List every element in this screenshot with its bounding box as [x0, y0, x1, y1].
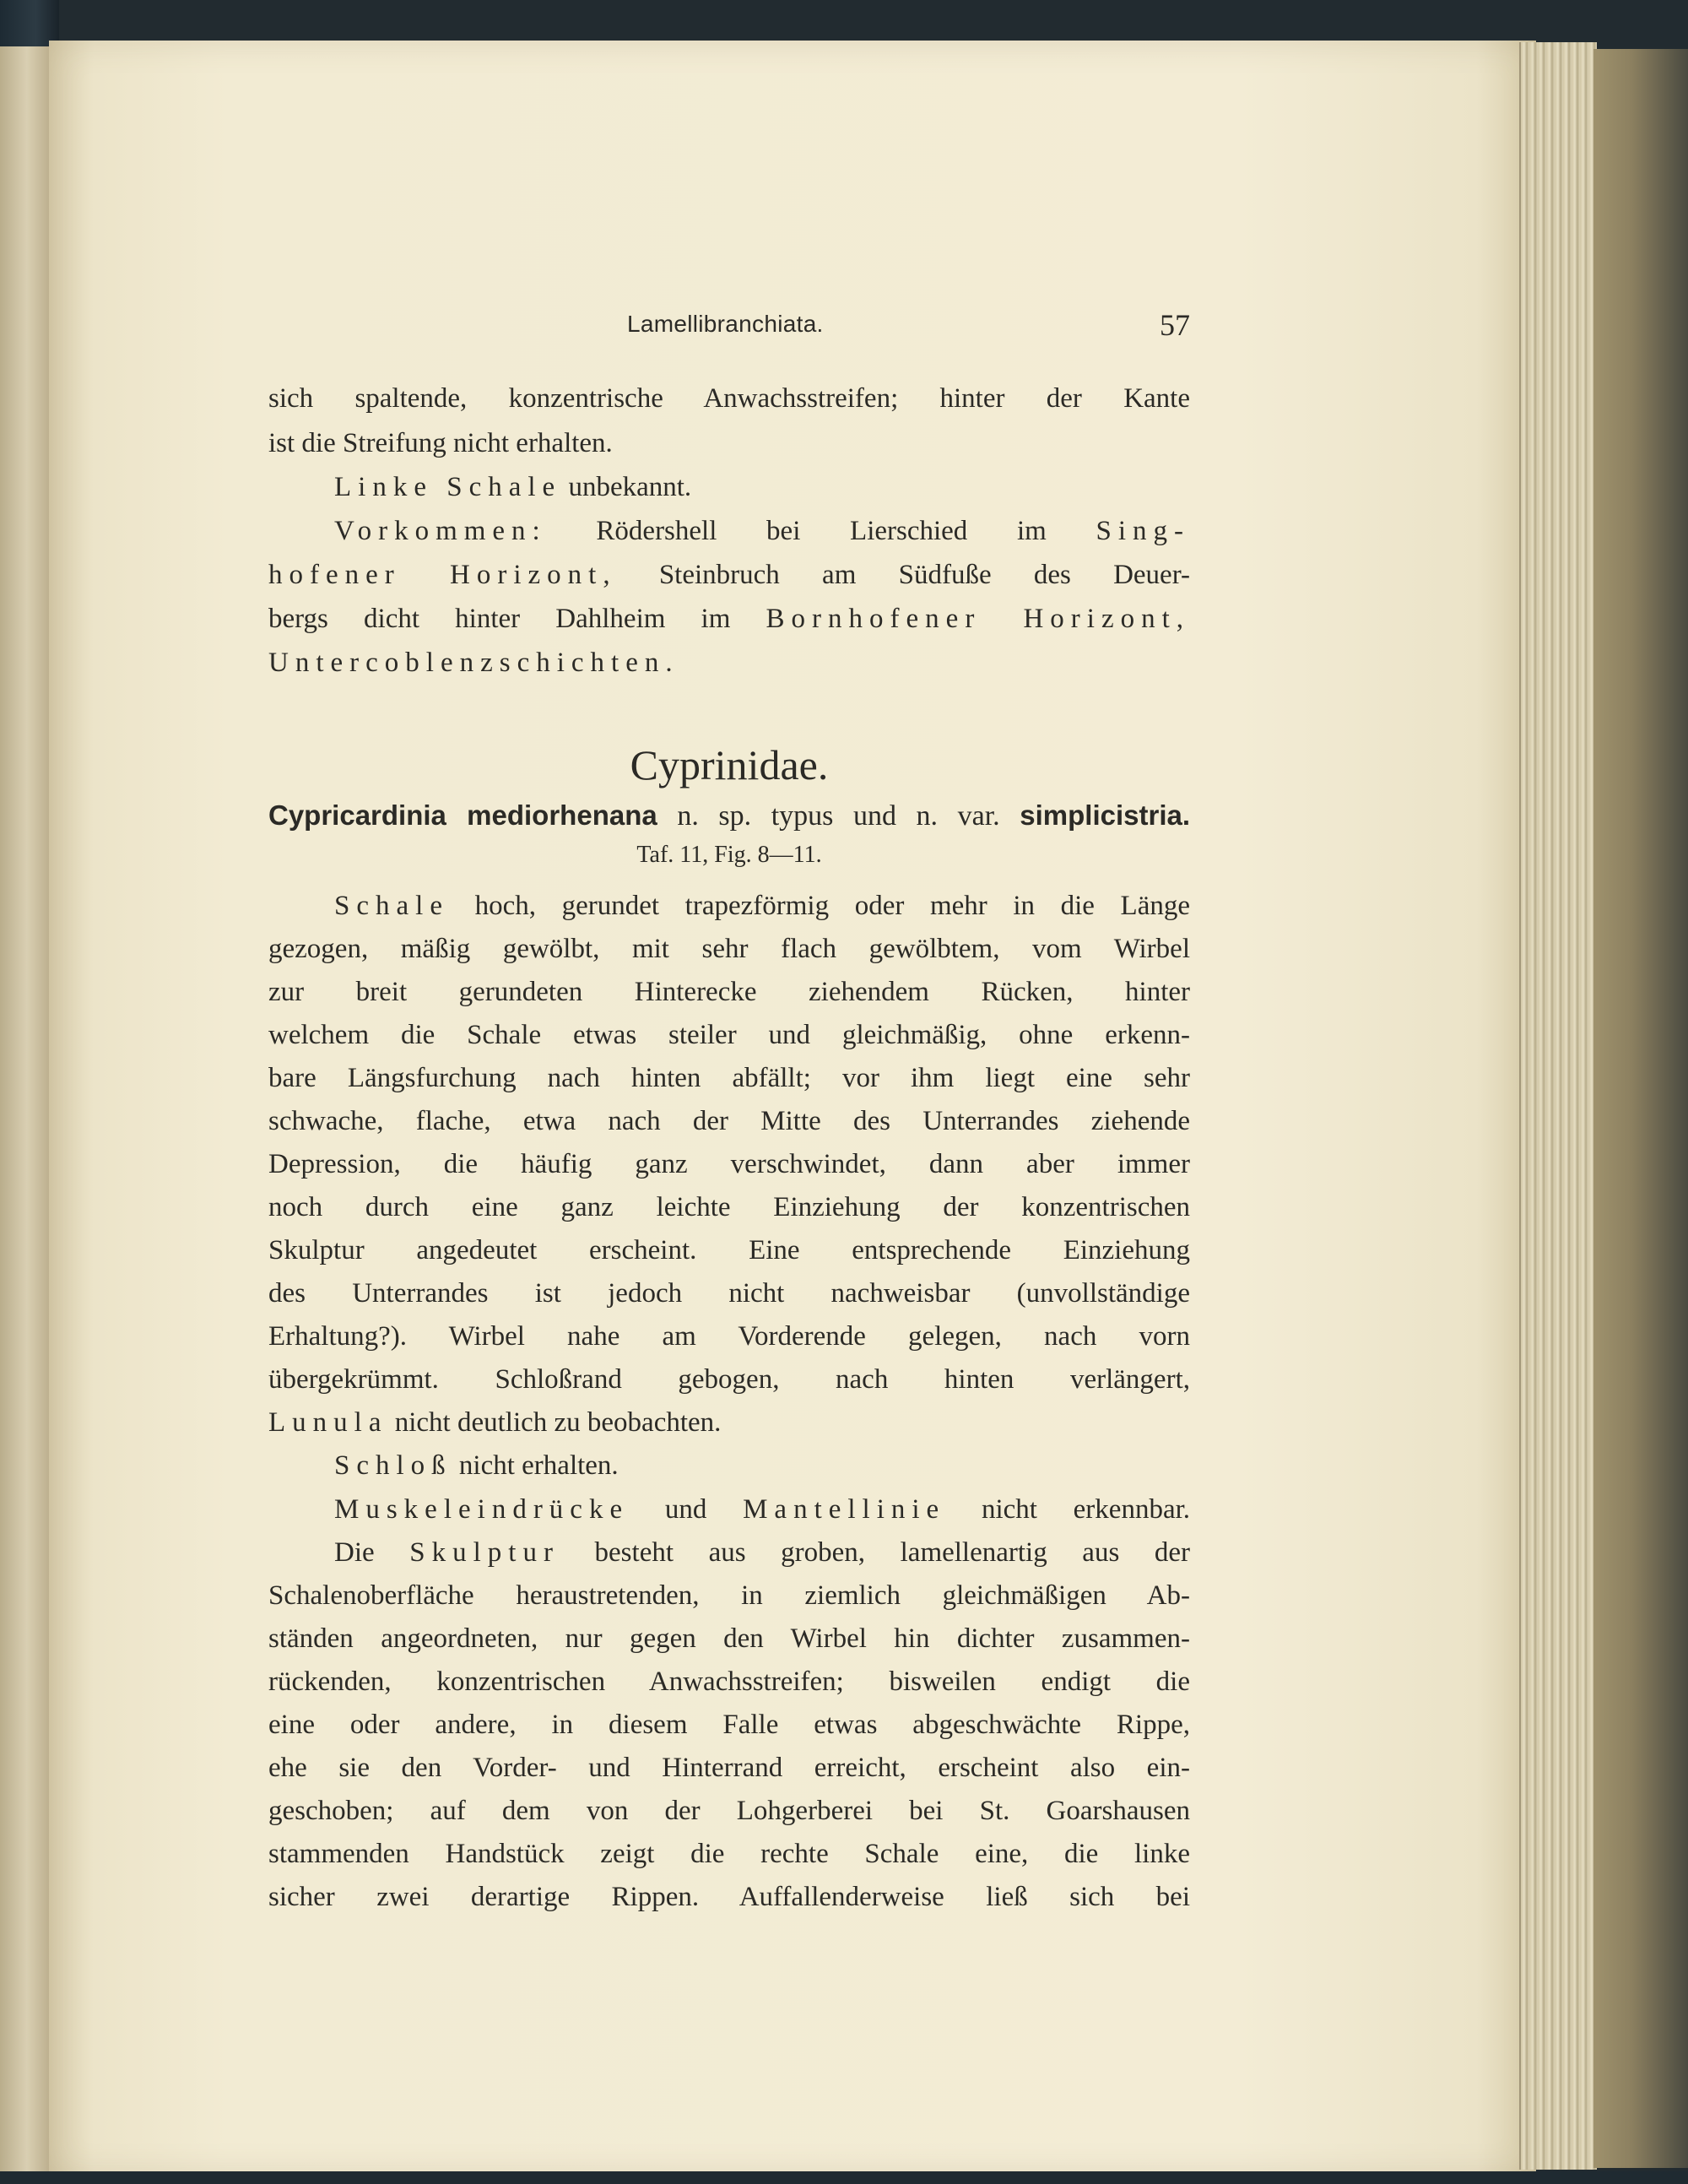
text-line: bare Längsfurchung nach hinten abfällt; vor ihm liegt eine sehr — [268, 1063, 1190, 1093]
previous-page-edge — [0, 46, 51, 2174]
text-line — [334, 470, 1190, 504]
text-line — [268, 382, 1190, 415]
book-cover-bottom — [0, 2171, 1688, 2184]
text-line: Schalenoberfläche heraustretenden, in ziemlich gleichmäßigen Ab- — [268, 1580, 1190, 1611]
spaced-label: Linke Schale — [334, 472, 562, 502]
text-span: nicht erhalten. — [458, 1450, 619, 1481]
page-header — [268, 308, 1190, 344]
text-span: Rödershell bei Lierschied im — [596, 516, 1047, 546]
text-span: hoch, gerundet trapezförmig oder mehr in die Länge — [474, 891, 1191, 921]
text-line: des Unterrandes ist jedoch nicht nachweisbar (unvollständige — [268, 1278, 1190, 1309]
text-line: Depression, die häufig ganz verschwindet, dann aber immer — [268, 1149, 1190, 1179]
spaced-label: Muskeleindrücke — [334, 1494, 630, 1525]
spaced-label: Lunula — [268, 1407, 388, 1438]
text-line: übergekrümmt. Schloßrand gebogen, nach hinten verlängert, — [268, 1364, 1190, 1395]
species-name: Cypricardinia mediorhenana — [268, 799, 657, 831]
text-line — [268, 1406, 1190, 1439]
text-line: ehe sie den Vorder- und Hinterrand erreicht, erscheint also ein- — [268, 1753, 1190, 1783]
text-line: rückenden, konzentrischen Anwachsstreifen; bisweilen endigt die — [268, 1666, 1190, 1697]
spaced-label: Schloß — [334, 1450, 452, 1481]
text-line: Erhaltung?). Wirbel nahe am Vorderende gelegen, nach vorn — [268, 1321, 1190, 1352]
page-stack-edges — [1519, 42, 1597, 2170]
plate-reference: Taf. 11, Fig. 8—11. — [636, 842, 822, 868]
text-line — [334, 514, 1190, 548]
variety-name: simplicistria. — [1020, 799, 1191, 831]
text-span: besteht aus groben, lamellenartig aus der — [594, 1537, 1191, 1568]
text-line — [268, 646, 1190, 680]
text-line: schwache, flache, etwa nach der Mitte des Unterrandes ziehende — [268, 1106, 1190, 1136]
text-line: geschoben; auf dem von der Lohgerberei bei St. Goarshausen — [268, 1796, 1190, 1826]
spaced-label: Skulptur — [409, 1537, 560, 1568]
running-head: Lamellibranchiata. — [627, 311, 824, 337]
spaced-label: Vorkommen: — [334, 516, 547, 546]
spaced-label: Sing- — [1096, 516, 1190, 546]
text-line — [268, 558, 1190, 592]
spaced-label: Mantellinie — [743, 1494, 946, 1525]
text-line: gezogen, mäßig gewölbt, mit sehr flach gewölbtem, vom Wirbel — [268, 934, 1190, 964]
spaced-label: hofener Horizont, — [268, 560, 617, 590]
text-line: zur breit gerundeten Hinterecke ziehendem Rücken, hinter — [268, 977, 1190, 1007]
text-line: sicher zwei derartige Rippen. Auffallenderweise ließ sich bei — [268, 1882, 1190, 1912]
text-span: unbekannt. — [568, 472, 692, 502]
text-span: bergs dicht hinter Dahlheim im — [268, 604, 731, 634]
text-line — [334, 889, 1190, 923]
text-span: Die — [334, 1537, 375, 1568]
text-line — [268, 426, 1190, 460]
page-number: 57 — [1160, 308, 1190, 342]
text-span: nicht erkennbar. — [981, 1494, 1191, 1525]
text-span: n. sp. typus und n. var. — [677, 800, 1000, 832]
text-line — [334, 1449, 1190, 1482]
species-heading — [268, 799, 1190, 833]
text-line — [268, 602, 1190, 636]
text-span: ist die Streifung nicht erhalten. — [268, 428, 613, 458]
text-line: eine oder andere, in diesem Falle etwas abgeschwächte Rippe, — [268, 1710, 1190, 1740]
spaced-label: Bornhofener Horizont, — [766, 604, 1191, 634]
text-line: noch durch eine ganz leichte Einziehung der konzentrischen — [268, 1192, 1190, 1222]
book-cover-right — [1593, 49, 1688, 2168]
text-span: Steinbruch am Südfuße des Deuer- — [658, 560, 1191, 590]
text-span: sich spaltende, konzentrische Anwachsstreifen; hinter der Kante — [268, 383, 1190, 414]
spaced-label: Schale — [334, 891, 449, 921]
text-line — [334, 1536, 1190, 1569]
text-line: Skulptur angedeutet erscheint. Eine entsprechende Einziehung — [268, 1235, 1190, 1265]
spaced-label: Untercoblenzschichten. — [268, 648, 679, 678]
text-span: nicht deutlich zu beobachten. — [394, 1407, 722, 1438]
text-line: stammenden Handstück zeigt die rechte Schale eine, die linke — [268, 1839, 1190, 1869]
text-line: welchem die Schale etwas steiler und gleichmäßig, ohne erkenn- — [268, 1020, 1190, 1050]
text-line: ständen angeordneten, nur gegen den Wirbel hin dichter zusammen- — [268, 1623, 1190, 1654]
text-line — [334, 1493, 1190, 1526]
text-span: und — [664, 1494, 707, 1525]
section-title: Cyprinidae. — [630, 741, 829, 789]
